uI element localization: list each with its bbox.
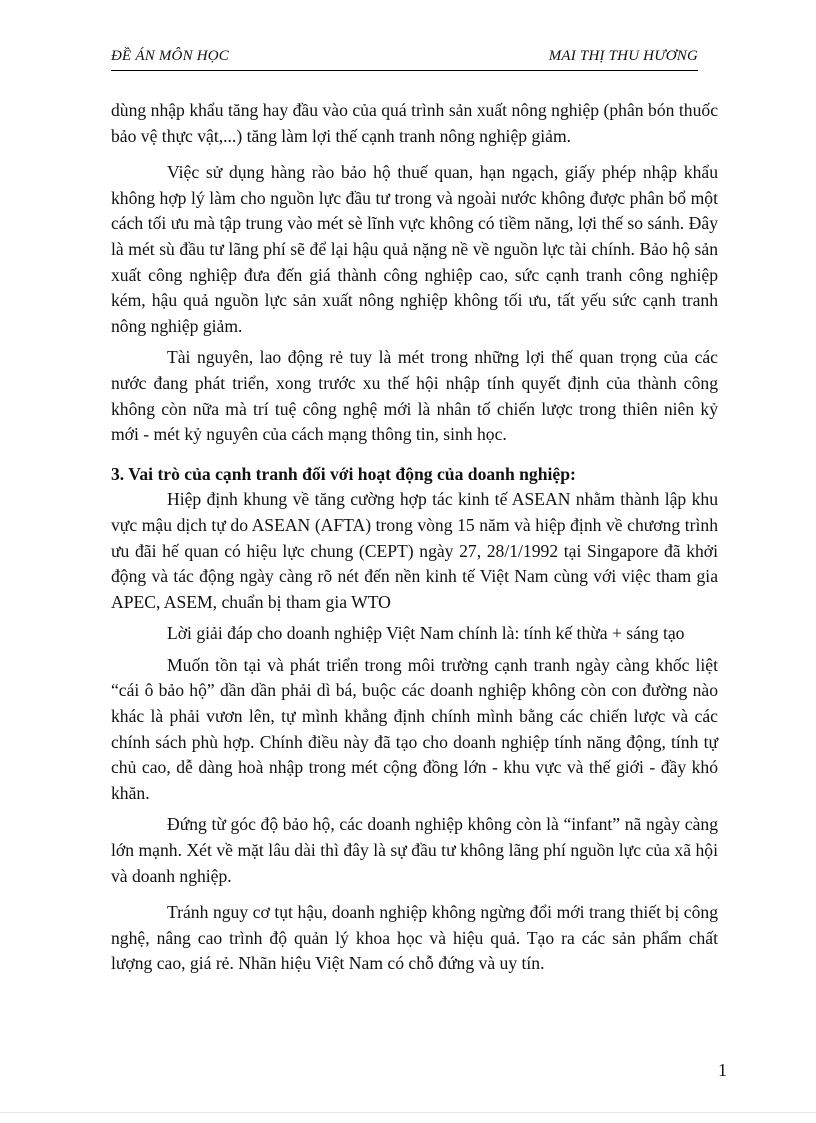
section-heading: 3. Vai trò của cạnh tranh đối với hoạt động của doanh nghiệp: xyxy=(111,463,576,484)
header-author-name: MAI THỊ THU HƯƠNG xyxy=(548,48,698,64)
page-number: 1 xyxy=(718,1060,727,1080)
paragraph-asean: Hiệp định khung về tăng cường hợp tác kinh tế ASEAN nhằm thành lập khu vực mậu dịch tự do ASEAN (AFTA) trong vòng 15 năm và hiệp định về chương trình ưu đãi hế quan có hiệu lực chung (CEPT) ngày 27, 28/1/1992 tại Singapore đã khởi động và tác động ngày càng rõ nét đến nền kinh tế Việt Nam cùng với việc tham gia APEC, ASEM, chuẩn bị tham gia WTO xyxy=(111,489,718,612)
paragraph-trade-barriers: Việc sử dụng hàng rào bảo hộ thuế quan, hạn ngạch, giấy phép nhập khẩu không hợp lý làm cho nguồn lực đầu tư trong và ngoài nước không được phân bổ một cách tối ưu mà tập trung vào mét sè lĩnh vực không có tiềm năng, lợi thế so sánh. Đây là mét sù đầu tư lãng phí sẽ để lại hậu quả nặng nề về nguồn lực tài chính. Bảo hộ sản xuất công nghiệp đưa đến giá thành công nghiệp cao, sức cạnh tranh công nghiệp kém, hậu quả nguồn lực sản xuất nông nghiệp không tối ưu, tất yếu sức cạnh tranh nông nghiệp giảm. xyxy=(111,162,718,336)
paragraph-protection: Đứng từ góc độ bảo hộ, các doanh nghiệp không còn là “infant” nã ngày càng lớn mạnh. Xét về mặt lâu dài thì đây là sự đầu tư không lãng phí nguồn lực của xã hội và doanh nghiệp. xyxy=(111,814,718,886)
document-body xyxy=(111,98,718,988)
paragraph-competition: Muốn tồn tại và phát triển trong môi trường cạnh tranh ngày càng khốc liệt “cái ô bảo hộ” dần dần phải dì bá, buộc các doanh nghiệp không còn con đường nào khác là phải vươn lên, tự mình khẳng định chính mình bằng các chiến lược và các chính sách phù hợp. Chính điều này đã tạo cho doanh nghiệp tính năng động, tính tự chủ cao, dễ dàng hoà nhập trong mét cộng đồng lớn - khu vực và thế giới - đầy khó khăn. xyxy=(111,654,718,803)
page-bottom-divider xyxy=(0,1112,816,1113)
paragraph-continuation: dùng nhập khẩu tăng hay đầu vào của quá trình sản xuất nông nghiệp (phân bón thuốc bảo vệ thực vật,...) tăng làm lợi thế cạnh tranh nông nghiệp giảm. xyxy=(111,100,718,146)
paragraph-answer: Lời giải đáp cho doanh nghiệp Việt Nam chính là: tính kế thừa + sáng tạo xyxy=(167,623,685,644)
paragraph-resources: Tài nguyên, lao động rẻ tuy là mét trong những lợi thế quan trọng của các nước đang phát triển, xong trước xu thế hội nhập tính quyết định của thành công không còn nữa mà trí tuệ công nghệ mới là nhân tố chiến lược trong thiên niên kỷ mới - mét kỷ nguyên của cách mạng thông tin, sinh học. xyxy=(111,347,718,445)
header-course-title: ĐỀ ÁN MÔN HỌC xyxy=(111,48,230,64)
page-header xyxy=(111,46,698,71)
paragraph-innovation: Tránh nguy cơ tụt hậu, doanh nghiệp không ngừng đổi mới trang thiết bị công nghệ, nâng cao trình độ quản lý khoa học và hiệu quả. Tạo ra các sản phẩm chất lượng cao, giá rẻ. Nhãn hiệu Việt Nam có chỗ đứng và uy tín. xyxy=(111,902,718,974)
